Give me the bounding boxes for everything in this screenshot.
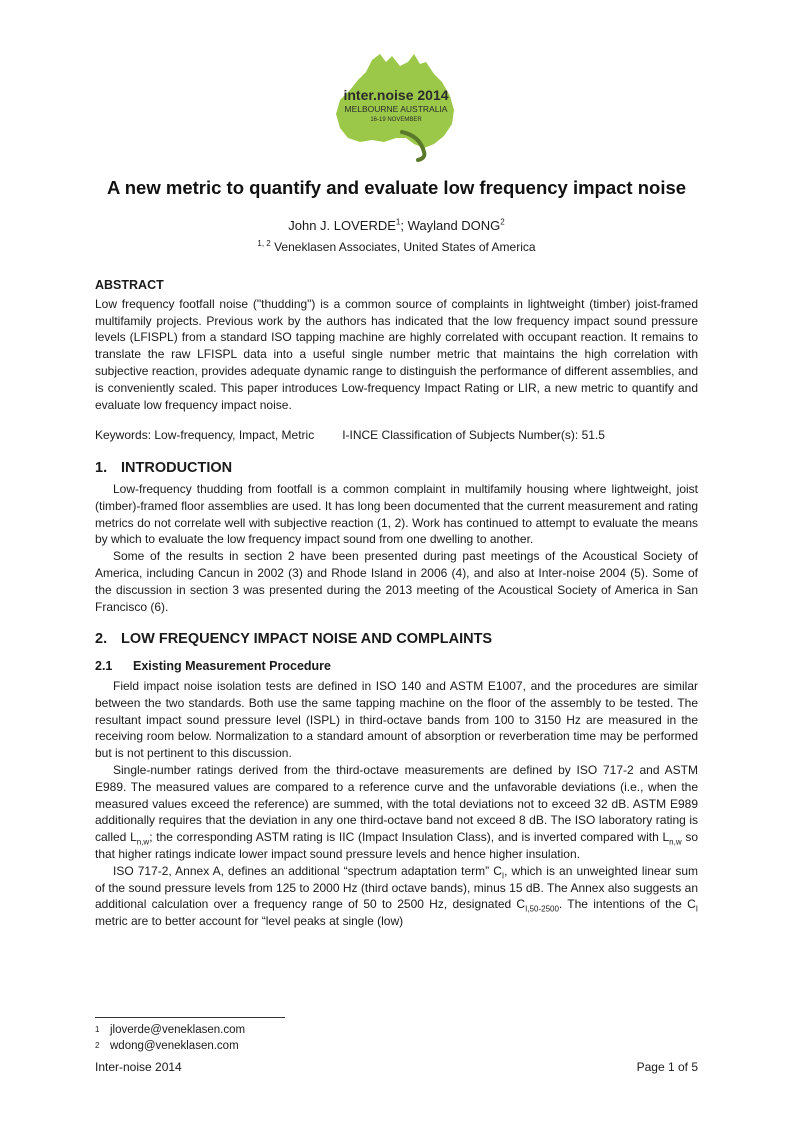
section-1-title: INTRODUCTION [121,460,233,477]
keywords-text: Keywords: Low-frequency, Impact, Metric [95,428,315,443]
section-2-paragraph-1: Field impact noise isolation tests are defined in ISO 140 and ASTM E1007, and the procedures are similar between the two standards. Both use the same tapping machine on the floor of the assembly to be tested. The resultant impact sound pressure level (ISPL) in third-octave bands from 100 to 3150 Hz are measured in the receiving room below. Normalization to a standard amount of absorption or reverberation time may be performed but is not pertinent to this discussion. [95,678,698,761]
section-1-number: 1. [95,460,108,477]
main-content [95,277,698,930]
footnote-2: 2 wdong@veneklasen.com [95,1040,239,1052]
author-1-mark: 1 [395,217,401,227]
affiliation-text: Veneklasen Associates, United States of America [270,240,536,254]
abstract-text: Low frequency footfall noise ("thudding") is a common source of complaints in lightweight (timber) joist-framed multifamily projects. Previous work by the authors has indicated that the low frequency impact sound pressure levels (LFISPL) from a standard ISO tapping machine are highly correlated with occupant reaction. It remains to translate the raw LFISPL data into a useful single number metric that maintains the high correlation with subjective reaction, provides adequate dynamic range to distinguish the performance of different assemblies, and is conveniently scaled. This paper introduces Low-frequency Impact Rating or LIR, a new metric to quantify and evaluate low frequency impact noise. [95,296,698,412]
subsection-2-1-heading [95,658,698,675]
section-2-number: 2. [95,631,108,648]
section-1-heading [95,460,698,477]
author-line [0,218,793,233]
author-separator: ; [400,218,408,233]
affiliation-mark: 1, 2 [257,239,271,248]
section-2-paragraph-3: ISO 717-2, Annex A, defines an additional “spectrum adaptation term” $C_I$, which is an unweighted linear sum of the sound pressure levels from 125 to 2000 Hz (third octave bands), minus 15 dB. The Annex also suggests an additional calculation over a frequency range of 50 to 2500 Hz, designated $C_{I,50-2500}$. The intentions of the $C_I$ metric are to better account for “level peaks at single (low) [95,863,698,929]
section-1-paragraph-2: Some of the results in section 2 have been presented during past meetings of the Acoustical Society of America, including Cancun in 2002 (3) and Rhode Island in 2006 (4), and also at Inter-noise 2004 (5). Some of the discussion in section 3 was presented during the 2013 meeting of the Acoustical Society of America in San Francisco (6). [95,549,698,614]
keywords-line [95,427,698,444]
section-2-title: LOW FREQUENCY IMPACT NOISE AND COMPLAINTS [121,631,493,648]
affiliation-line [0,240,793,254]
section-2-heading [95,631,698,648]
logo-city: MELBOURNE AUSTRALIA [344,104,448,114]
subsection-2-1-number: 2.1 [95,659,113,674]
paper-title: A new metric to quantify and evaluate low frequency impact noise [106,177,687,198]
author-2: Wayland DONG [407,218,501,233]
footnotes [95,1022,245,1054]
conference-logo [328,52,464,164]
footer-page-number: Page 1 of 5 [636,1060,698,1074]
logo-dates: 16-19 NOVEMBER [370,117,422,123]
subsection-2-1-title: Existing Measurement Procedure [133,659,331,674]
abstract-heading: ABSTRACT [95,278,164,292]
footnote-divider [95,1017,285,1018]
classification-text: I-INCE Classification of Subjects Number(s): 51.5 [342,428,605,443]
section-2-paragraph-2: Single-number ratings derived from the third-octave measurements are defined by ISO 717-2 and ASTM E989. The measured values are compared to a reference curve and the unfavorable deviations (i.e., when the measured values exceed the reference) are summed, with the total deviations not to exceed 32 dB. ASTM E989 additionally requires that the deviation in any one third-octave band not exceed 8 dB. The ISO laboratory rating is called $L_{n,w}$; the corresponding ASTM rating is IIC (Impact Insulation Class), and is inverted compared with $L_{n,w}$ so that higher ratings indicate lower impact sound pressure levels and hence higher insulation. [95,762,698,861]
author-2-mark: 2 [500,217,505,227]
section-1-paragraph-1: Low-frequency thudding from footfall is a common complaint in multifamily housing where lightweight, joist (timber)-framed floor assemblies are used. It has long been documented that the current measurement and rating metrics do not correlate well with subjective reaction (1, 2). Work has continued to attempt to evaluate the means by which to evaluate the low frequency impact sound from one dwelling to another. [95,481,698,547]
footnote-1: 1 jloverde@veneklasen.com [95,1024,246,1036]
author-1: John J. LOVERDE [288,218,396,233]
footer-conference: Inter-noise 2014 [95,1060,182,1074]
logo-title: inter.noise 2014 [343,87,449,103]
